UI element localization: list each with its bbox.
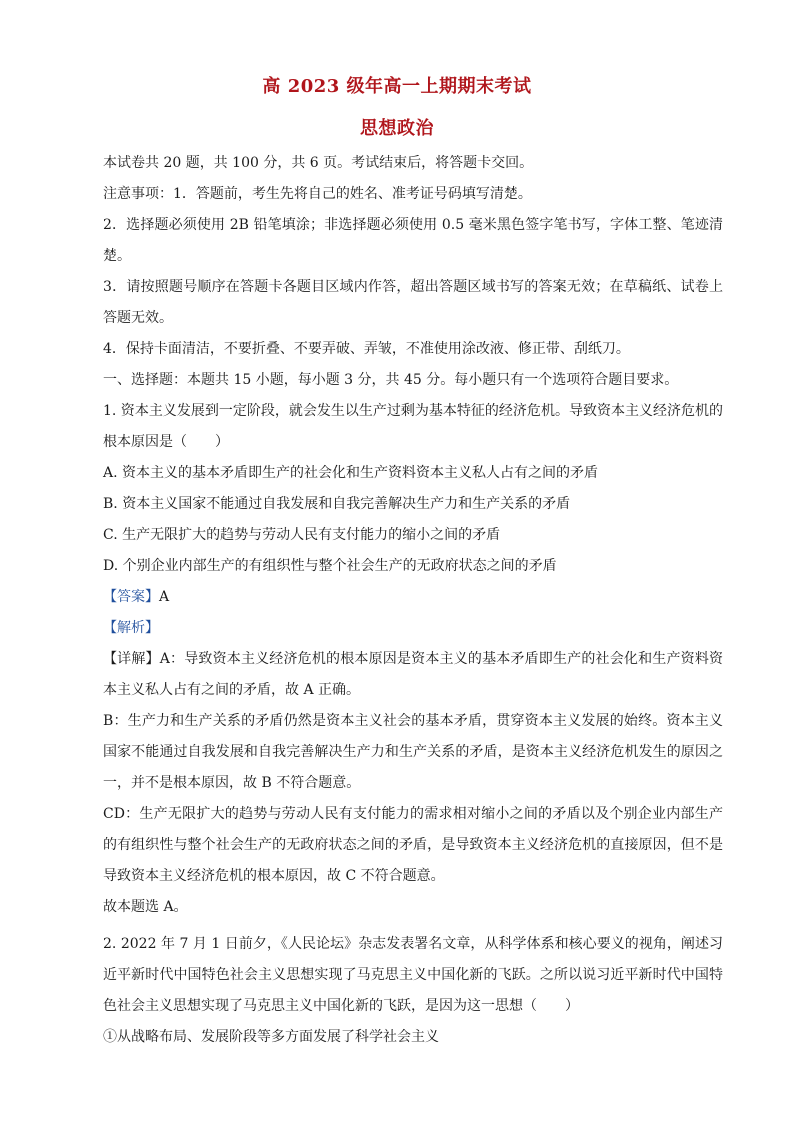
question-2-stem: 2. 2022 年 7 月 1 日前夕，《人民论坛》杂志发表署名文章，从科学体系和核心要义的视角，阐述习近平新时代中国特色社会主义思想实现了马克思主义中国化新的飞跃。之所以说习近平新时代中国特色社会主义思想实现了马克思主义中国化新的飞跃，是因为这一思想（ ）	[103, 936, 723, 1014]
answer-value: A	[159, 589, 170, 605]
section-heading: 一、选择题：本题共 15 小题，每小题 3 分，共 45 分。每小题只有一个选项符合题目要求。	[103, 372, 679, 388]
notice-2: 2．选择题必须使用 2B 铅笔填涂；非选择题必须使用 0.5 毫米黑色签字笔书写，字体工整、笔迹清楚。	[103, 217, 723, 264]
question-1-detail-a	[103, 644, 723, 706]
question-1-stem: 1. 资本主义发展到一定阶段，就会发生以生产过剩为基本特征的经济危机。导致资本主义经济危机的根本原因是（ ）	[103, 403, 723, 450]
notice-3: 3．请按照题号顺序在答题卡各题目区域内作答，超出答题区域书写的答案无效；在草稿纸、试卷上答题无效。	[103, 279, 723, 326]
intro-text: 本试卷共 20 题，共 100 分，共 6 页。考试结束后，将答题卡交回。	[103, 155, 534, 171]
question-1-detail-cd: CD：生产无限扩大的趋势与劳动人民有支付能力的需求相对缩小之间的矛盾以及个别企业内部生产的有组织性与整个社会生产的无政府状态之间的矛盾，是导致资本主义经济危机的直接原因，但不是导致资本主义经济危机的根本原因，故 C 不符合题意。	[103, 806, 723, 884]
detail-a-text: A：导致资本主义经济危机的根本原因是资本主义的基本矛盾即生产的社会化和生产资料资本主义私人占有之间的矛盾，故 A 正确。	[103, 651, 723, 698]
notice-4: 4．保持卡面清洁，不要折叠、不要弄破、弄皱，不准使用涂改液、修正带、刮纸刀。	[103, 341, 630, 357]
question-1-option-a: A. 资本主义的基本矛盾即生产的社会化和生产资料资本主义私人占有之间的矛盾	[103, 465, 599, 481]
exam-body	[103, 148, 723, 1053]
question-2-item-1: ①从战略布局、发展阶段等多方面发展了科学社会主义	[103, 1029, 439, 1045]
question-1-option-d: D. 个别企业内部生产的有组织性与整个社会生产的无政府状态之间的矛盾	[103, 558, 557, 574]
detail-tag: 【详解】	[103, 651, 160, 667]
exam-subject: 思想政治	[360, 118, 434, 139]
notice-1: 注意事项：1．答题前，考生先将自己的姓名、准考证号码填写清楚。	[103, 186, 532, 202]
question-1-conclusion: 故本题选 A。	[103, 899, 188, 915]
exam-title: 高 2023 级年高一上期期末考试	[262, 76, 532, 97]
question-1-detail-b: B：生产力和生产关系的矛盾仍然是资本主义社会的基本矛盾，贯穿资本主义发展的始终。资本主义国家不能通过自我发展和自我完善解决生产力和生产关系的矛盾，是资本主义经济危机发生的原因之一，并不是根本原因，故 B 不符合题意。	[103, 713, 723, 791]
answer-tag: 【答案】	[103, 589, 159, 605]
question-1-analysis	[103, 613, 723, 644]
question-1-option-c: C. 生产无限扩大的趋势与劳动人民有支付能力的缩小之间的矛盾	[103, 527, 501, 543]
question-1-answer	[103, 582, 723, 613]
question-1-option-b: B. 资本主义国家不能通过自我发展和自我完善解决生产力和生产关系的矛盾	[103, 496, 571, 512]
analysis-tag: 【解析】	[103, 620, 159, 636]
